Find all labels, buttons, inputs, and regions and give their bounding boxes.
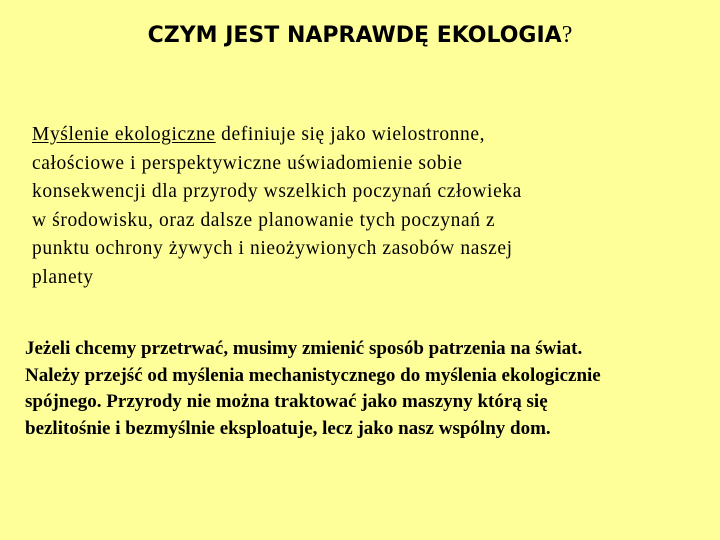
conclusion-line: Należy przejść od myślenia mechanistycznego do myślenia ekologicznie xyxy=(25,364,601,386)
conclusion-paragraph xyxy=(25,336,705,442)
conclusion-line: spójnego. Przyrody nie można traktować jako maszyny którą się xyxy=(25,391,548,412)
definition-paragraph xyxy=(32,121,672,293)
definition-term: Myślenie ekologiczne xyxy=(32,124,216,145)
definition-line-text: definiuje się jako wielostronne, xyxy=(215,124,486,145)
definition-line: punktu ochrony żywych i nieożywionych zasobów naszej xyxy=(32,238,513,260)
definition-line: w środowisku, oraz dalsze planowanie tych poczynań z xyxy=(32,209,496,231)
definition-line: planety xyxy=(32,266,94,288)
conclusion-line: Jeżeli chcemy przetrwać, musimy zmienić sposób patrzenia na świat. xyxy=(25,338,583,359)
definition-line: konsekwencji dla przyrody wszelkich poczynań człowieka xyxy=(32,181,522,203)
definition-line xyxy=(32,121,672,150)
definition-line: całościowe i perspektywiczne uświadomienie sobie xyxy=(32,152,463,174)
slide-title-question-mark: ? xyxy=(561,22,573,48)
conclusion-line: bezlitośnie i bezmyślnie eksploatuje, lecz jako nasz wspólny dom. xyxy=(25,417,551,439)
slide-title-text: CZYM JEST NAPRAWDĘ EKOLOGIA xyxy=(147,23,562,48)
slide-title xyxy=(0,22,720,49)
